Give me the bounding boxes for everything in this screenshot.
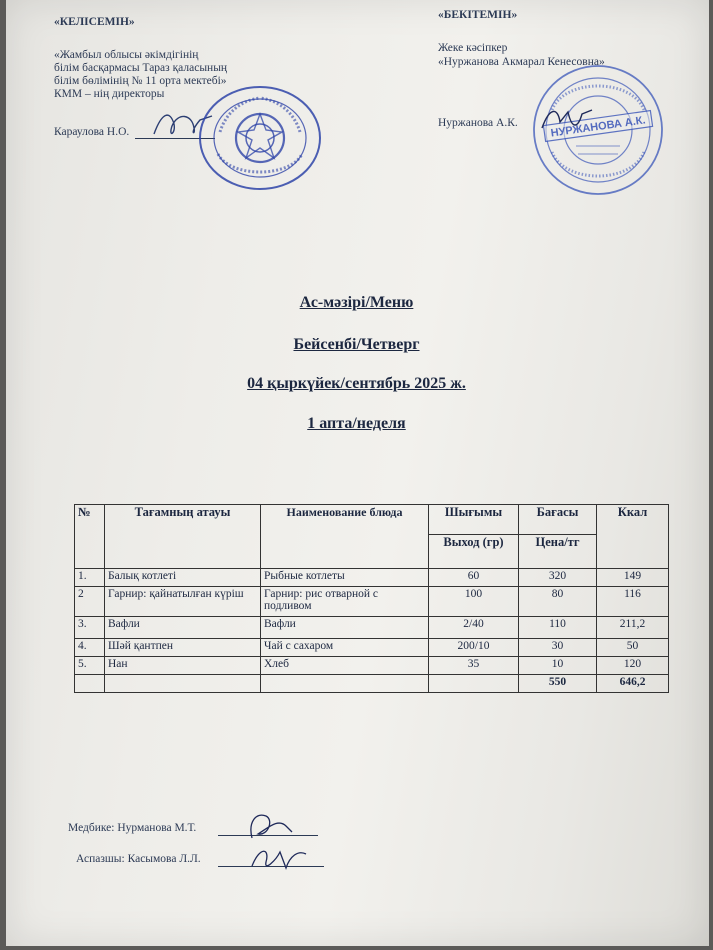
table-row xyxy=(75,587,669,617)
table-row xyxy=(75,657,669,675)
row-price: 80 xyxy=(519,587,597,617)
nurse-label: Медбике: Нурманова М.Т. xyxy=(68,822,197,834)
row-price: 110 xyxy=(519,617,597,639)
row-name-ru: Вафли xyxy=(261,617,429,639)
menu-title: Ас-мәзірі/Меню xyxy=(299,294,414,311)
row-kcal: 120 xyxy=(597,657,669,675)
left-header-line3: білім бөлімінің № 11 орта мектебі» xyxy=(54,75,227,87)
row-name-ru: Рыбные котлеты xyxy=(261,569,429,587)
approve-heading: «БЕКІТЕМІН» xyxy=(438,9,518,21)
entrepreneur-signature xyxy=(538,100,598,140)
row-kcal: 149 xyxy=(597,569,669,587)
left-signer: Караулова Н.О. xyxy=(54,126,130,138)
row-name-kz: Шәй қантпен xyxy=(105,639,261,657)
svg-text:НУРЖАНОВА А.К.: НУРЖАНОВА А.К. xyxy=(550,114,647,140)
row-name-kz: Вафли xyxy=(105,617,261,639)
week-title: 1 апта/неделя xyxy=(307,415,406,432)
total-price: 550 xyxy=(519,675,597,693)
left-header-line1: «Жамбыл облысы әкімдігінің xyxy=(54,49,199,61)
cook-label: Аспазшы: Касымова Л.Л. xyxy=(76,853,201,865)
date-title: 04 қыркүйек/сентябрь 2025 ж. xyxy=(247,375,466,392)
row-name-kz: Нан xyxy=(105,657,261,675)
row-yield: 100 xyxy=(429,587,519,617)
menu-table xyxy=(74,504,669,693)
day-title: Бейсенбі/Четверг xyxy=(293,336,420,353)
row-name-ru: Хлеб xyxy=(261,657,429,675)
left-header-line4: КММ – нің директоры xyxy=(54,88,165,100)
row-kcal: 116 xyxy=(597,587,669,617)
row-yield: 2/40 xyxy=(429,617,519,639)
row-price: 10 xyxy=(519,657,597,675)
row-name-kz: Балық котлеті xyxy=(105,569,261,587)
header-name-ru: Наименование блюда xyxy=(261,505,429,569)
agree-heading: «КЕЛІСЕМІН» xyxy=(54,16,135,28)
table-row xyxy=(75,617,669,639)
header-kcal: Ккал xyxy=(597,505,669,569)
row-num: 3. xyxy=(75,617,105,639)
total-kcal: 646,2 xyxy=(597,675,669,693)
row-yield: 35 xyxy=(429,657,519,675)
table-row xyxy=(75,569,669,587)
row-kcal: 211,2 xyxy=(597,617,669,639)
row-name-ru: Чай с сахаром xyxy=(261,639,429,657)
row-name-kz: Гарнир: қайнатылған күріш xyxy=(105,587,261,617)
row-num: 2 xyxy=(75,587,105,617)
school-stamp xyxy=(196,82,326,192)
row-price: 320 xyxy=(519,569,597,587)
row-price: 30 xyxy=(519,639,597,657)
header-name-kz: Тағамның атауы xyxy=(105,505,261,569)
left-header-line2: білім басқармасы Тараз қаласының xyxy=(54,62,228,74)
row-num: 4. xyxy=(75,639,105,657)
header-num: № xyxy=(75,505,105,569)
row-kcal: 50 xyxy=(597,639,669,657)
cook-signature xyxy=(244,838,314,878)
table-row xyxy=(75,639,669,657)
row-yield: 200/10 xyxy=(429,639,519,657)
row-yield: 60 xyxy=(429,569,519,587)
row-name-ru: Гарнир: рис отварной с подливом xyxy=(261,587,429,617)
right-header-line2: «Нуржанова Акмарал Кенесовна» xyxy=(438,56,605,68)
header-yield-kz: Шығымы xyxy=(429,505,519,535)
header-price-ru: Цена/тг xyxy=(519,535,597,569)
header-yield-ru: Выход (гр) xyxy=(429,535,519,569)
totals-row xyxy=(75,675,669,693)
header-price-kz: Бағасы xyxy=(519,505,597,535)
right-header-line1: Жеке кәсіпкер xyxy=(438,42,508,54)
right-signer: Нуржанова А.К. xyxy=(438,117,518,129)
row-num: 1. xyxy=(75,569,105,587)
row-num: 5. xyxy=(75,657,105,675)
